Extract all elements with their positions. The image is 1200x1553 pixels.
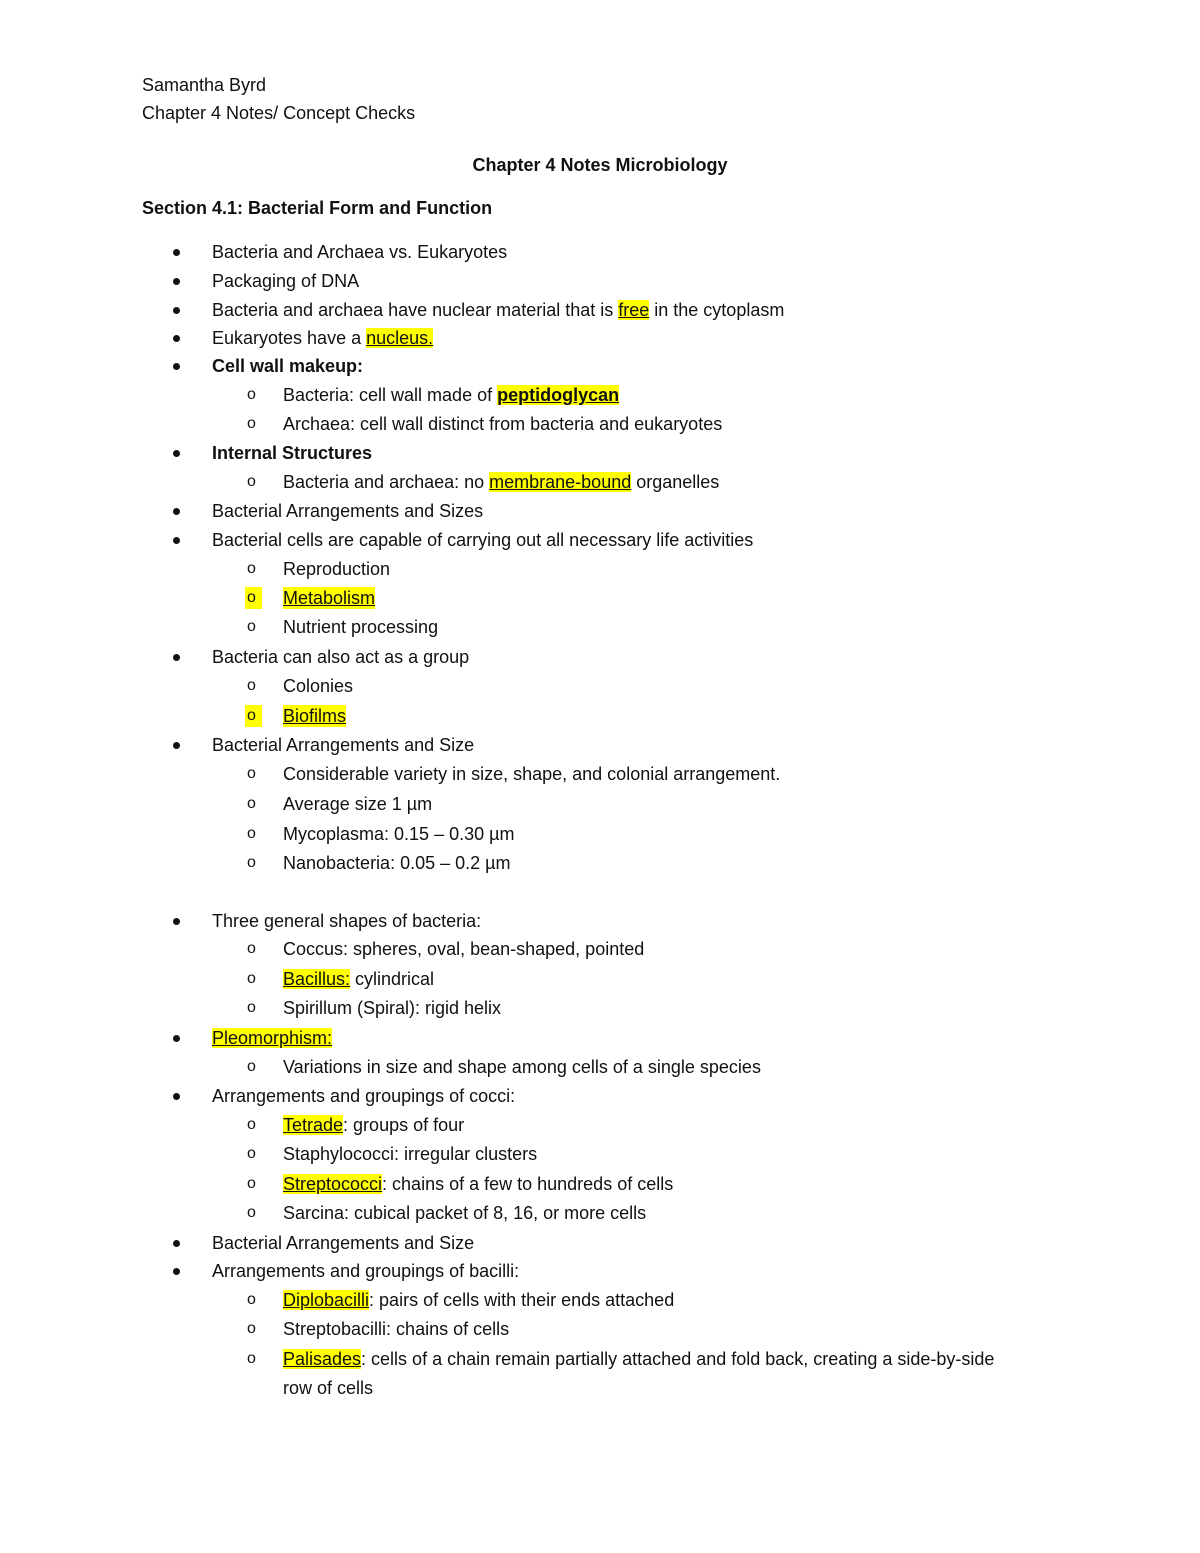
bullet-icon xyxy=(172,910,182,932)
sub-bullet-icon: o xyxy=(247,795,256,812)
sub-list-item-text: Mycoplasma: 0.15 – 0.30 µm xyxy=(283,824,515,844)
list-item xyxy=(0,299,1200,321)
sub-list-item-text: Spirillum (Spiral): rigid helix xyxy=(283,998,502,1018)
bullet-icon xyxy=(172,500,182,522)
sub-list-item-text: Staphylococci: irregular clusters xyxy=(283,1144,538,1164)
bullet-icon xyxy=(172,299,182,321)
list-item xyxy=(0,1027,1200,1049)
sub-list-item xyxy=(0,793,1200,815)
sub-list-item xyxy=(0,616,1200,638)
sub-bullet-icon: o xyxy=(247,386,256,403)
sub-list-item-text: Nutrient processing xyxy=(283,617,439,637)
sub-list-item xyxy=(0,938,1200,960)
list-item-text: Bacteria and archaea have nuclear material that is free in the cytoplasm xyxy=(212,300,785,320)
list-item xyxy=(0,355,1200,377)
sub-list-item xyxy=(0,823,1200,845)
sub-list-item xyxy=(0,675,1200,697)
sub-list-item-text: Nanobacteria: 0.05 – 0.2 µm xyxy=(283,853,511,873)
sub-list-item xyxy=(0,384,1200,406)
bullet-icon xyxy=(172,270,182,292)
list-item-text: Arrangements and groupings of cocci: xyxy=(212,1086,516,1106)
highlighted-term: Bacillus: xyxy=(283,969,351,989)
sub-list-item xyxy=(0,1173,1200,1195)
sub-list-item-continuation xyxy=(0,1377,1200,1399)
sub-list-item xyxy=(0,1114,1200,1136)
list-item-text: Bacterial Arrangements and Size xyxy=(212,1233,475,1253)
bullet-icon xyxy=(172,1027,182,1049)
sub-list-item-text: Streptobacilli: chains of cells xyxy=(283,1319,510,1339)
section-heading: Section 4.1: Bacterial Form and Function xyxy=(142,198,493,218)
list-item-text: Internal Structures xyxy=(212,443,373,463)
sub-bullet-icon: o xyxy=(247,1145,256,1162)
list-item-text: Eukaryotes have a nucleus. xyxy=(212,328,434,348)
highlighted-term: nucleus. xyxy=(366,328,434,348)
sub-list-item xyxy=(0,968,1200,990)
sub-bullet-icon: o xyxy=(247,415,256,432)
sub-list-item-text: Average size 1 µm xyxy=(283,794,433,814)
list-item-text: Bacterial Arrangements and Size xyxy=(212,735,475,755)
list-item xyxy=(0,241,1200,263)
list-item xyxy=(0,327,1200,349)
highlighted-term: Streptococci xyxy=(283,1174,383,1194)
bullet-icon xyxy=(172,529,182,551)
list-item-text: Three general shapes of bacteria: xyxy=(212,911,482,931)
author-name: Samantha Byrd xyxy=(142,75,267,95)
sub-bullet-icon: o xyxy=(247,677,256,694)
sub-list-item xyxy=(0,558,1200,580)
sub-list-item-text: Reproduction xyxy=(283,559,391,579)
sub-bullet-icon: o xyxy=(245,587,262,609)
highlighted-term: free xyxy=(618,300,650,320)
sub-bullet-icon: o xyxy=(245,705,262,727)
sub-list-item xyxy=(0,413,1200,435)
bullet-icon xyxy=(172,734,182,756)
sub-list-item-text: Coccus: spheres, oval, bean-shaped, pointed xyxy=(283,939,645,959)
list-item xyxy=(0,442,1200,464)
sub-bullet-icon: o xyxy=(247,854,256,871)
list-item-text: Bacterial cells are capable of carrying out all necessary life activities xyxy=(212,530,754,550)
sub-bullet-icon: o xyxy=(247,1175,256,1192)
sub-list-item-text: row of cells xyxy=(283,1378,374,1398)
sub-list-item-text: Diplobacilli: pairs of cells with their ends attached xyxy=(283,1290,675,1310)
highlighted-term: peptidoglycan xyxy=(497,385,620,405)
list-item xyxy=(0,734,1200,756)
sub-bullet-icon: o xyxy=(247,1116,256,1133)
sub-bullet-icon: o xyxy=(247,1204,256,1221)
sub-list-item-text: Colonies xyxy=(283,676,354,696)
sub-bullet-icon: o xyxy=(247,618,256,635)
sub-bullet-icon: o xyxy=(247,1350,256,1367)
sub-list-item xyxy=(0,852,1200,874)
sub-list-item xyxy=(0,1318,1200,1340)
highlighted-term: Biofilms xyxy=(283,706,347,726)
sub-bullet-icon: o xyxy=(247,1291,256,1308)
highlighted-term: membrane-bound xyxy=(489,472,632,492)
bullet-icon xyxy=(172,241,182,263)
list-item xyxy=(0,1085,1200,1107)
bullet-icon xyxy=(172,355,182,377)
sub-list-item xyxy=(0,997,1200,1019)
highlighted-term: Tetrade xyxy=(283,1115,344,1135)
sub-list-item xyxy=(0,763,1200,785)
list-item xyxy=(0,646,1200,668)
sub-list-item-text: Sarcina: cubical packet of 8, 16, or more cells xyxy=(283,1203,647,1223)
sub-bullet-icon: o xyxy=(247,1320,256,1337)
sub-bullet-icon: o xyxy=(247,940,256,957)
highlighted-term: Palisades xyxy=(283,1349,362,1369)
bullet-icon xyxy=(172,442,182,464)
sub-list-item-text: Bacillus: cylindrical xyxy=(283,969,435,989)
bullet-icon xyxy=(172,1232,182,1254)
highlighted-term: Metabolism xyxy=(283,588,376,608)
sub-list-item-text: Bacteria: cell wall made of peptidoglycan xyxy=(283,385,620,405)
sub-list-item xyxy=(0,587,1200,609)
list-item xyxy=(0,529,1200,551)
sub-list-item xyxy=(0,705,1200,727)
sub-bullet-icon: o xyxy=(247,970,256,987)
sub-list-item xyxy=(0,471,1200,493)
list-item xyxy=(0,910,1200,932)
sub-list-item-text: Tetrade: groups of four xyxy=(283,1115,465,1135)
highlighted-term: Pleomorphism: xyxy=(212,1028,333,1048)
list-item-text xyxy=(212,1027,332,1049)
list-item xyxy=(0,1232,1200,1254)
sub-bullet-icon: o xyxy=(247,473,256,490)
sub-list-item xyxy=(0,1289,1200,1311)
sub-list-item-text: Variations in size and shape among cells of a single species xyxy=(283,1057,761,1077)
sub-bullet-icon: o xyxy=(247,999,256,1016)
bullet-icon xyxy=(172,327,182,349)
list-item xyxy=(0,1260,1200,1282)
sub-list-item-text: Considerable variety in size, shape, and colonial arrangement. xyxy=(283,764,781,784)
sub-bullet-icon: o xyxy=(247,1058,256,1075)
list-item xyxy=(0,500,1200,522)
bullet-icon xyxy=(172,646,182,668)
sub-bullet-icon: o xyxy=(247,765,256,782)
sub-list-item xyxy=(0,1143,1200,1165)
list-item xyxy=(0,270,1200,292)
sub-list-item xyxy=(0,1202,1200,1224)
sub-list-item-text: Archaea: cell wall distinct from bacteria and eukaryotes xyxy=(283,414,723,434)
sub-bullet-icon: o xyxy=(247,825,256,842)
sub-bullet-icon: o xyxy=(247,560,256,577)
sub-list-item-text: Bacteria and archaea: no membrane-bound organelles xyxy=(283,472,720,492)
bullet-icon xyxy=(172,1260,182,1282)
document-subtitle: Chapter 4 Notes/ Concept Checks xyxy=(142,103,416,123)
sub-list-item xyxy=(0,1056,1200,1078)
sub-list-item-text: Palisades: cells of a chain remain partially attached and fold back, creating a side-by-side xyxy=(283,1349,995,1369)
list-item-text: Arrangements and groupings of bacilli: xyxy=(212,1261,520,1281)
list-item-text: Bacteria can also act as a group xyxy=(212,647,470,667)
list-item-text: Packaging of DNA xyxy=(212,271,360,291)
bullet-icon xyxy=(172,1085,182,1107)
list-item-text: Cell wall makeup: xyxy=(212,356,364,376)
highlighted-term: Diplobacilli xyxy=(283,1290,370,1310)
sub-list-item-text: Streptococci: chains of a few to hundreds of cells xyxy=(283,1174,674,1194)
sub-list-item xyxy=(0,1348,1200,1370)
page-title: Chapter 4 Notes Microbiology xyxy=(472,155,728,175)
list-item-text: Bacteria and Archaea vs. Eukaryotes xyxy=(212,242,508,262)
list-item-text: Bacterial Arrangements and Sizes xyxy=(212,501,484,521)
